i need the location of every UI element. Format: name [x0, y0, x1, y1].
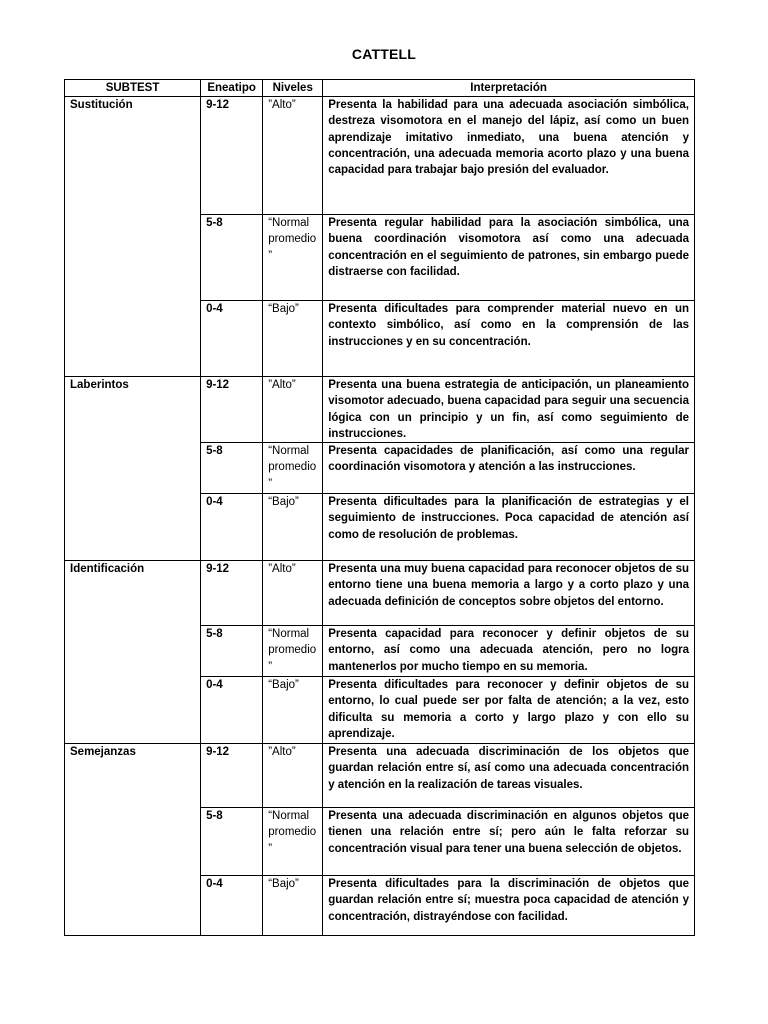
subtest-name: Laberintos — [65, 377, 201, 561]
nivel-label: “Bajo” — [263, 876, 323, 936]
eneatipo-range: 5-8 — [201, 215, 263, 301]
subtest-name: Semejanzas — [65, 744, 201, 936]
nivel-label: “Bajo” — [263, 494, 323, 561]
interpretation-text: Presenta la habilidad para una adecuada asociación simbólica, destreza visomotora en el manejo del lápiz, así como un buen aprendizaje imitativo inmediato, una buena atención y concentración, una adecuada memoria acorto plazo y una buena capacidad para trabajar bajo presión del evaluador. — [323, 97, 695, 215]
eneatipo-range: 5-8 — [201, 808, 263, 876]
eneatipo-range: 0-4 — [201, 876, 263, 936]
eneatipo-range: 9-12 — [201, 744, 263, 808]
interpretation-text: Presenta una adecuada discriminación en algunos objetos que tienen una relación entre sí; pero aún le falta reforzar su concentración visual para tener una buena selección de objetos. — [323, 808, 695, 876]
eneatipo-range: 0-4 — [201, 677, 263, 744]
eneatipo-range: 9-12 — [201, 377, 263, 443]
header-eneatipo: Eneatipo — [201, 80, 263, 97]
subtest-name: Sustitución — [65, 97, 201, 377]
eneatipo-range: 5-8 — [201, 443, 263, 494]
interpretation-text: Presenta capacidad para reconocer y definir objetos de su entorno, así como una adecuada atención, pero no logra mantenerlos por mucho tiempo en su memoria. — [323, 626, 695, 677]
header-interpretacion: Interpretación — [323, 80, 695, 97]
nivel-label: ”Alto” — [263, 561, 323, 626]
header-row — [65, 80, 695, 97]
cattell-table — [64, 79, 695, 936]
table-row — [65, 377, 695, 443]
eneatipo-range: 9-12 — [201, 97, 263, 215]
nivel-label: “Normal promedio ” — [263, 808, 323, 876]
table-row — [65, 561, 695, 626]
eneatipo-range: 0-4 — [201, 494, 263, 561]
interpretation-text: Presenta dificultades para la planificación de estrategias y el seguimiento de instrucciones. Poca capacidad de atención así como de resolución de problemas. — [323, 494, 695, 561]
nivel-label: “Normal promedio ” — [263, 626, 323, 677]
interpretation-text: Presenta regular habilidad para la asociación simbólica, una buena coordinación visomotora así como una adecuada concentración en el seguimiento de patrones, sin embargo puede distraerse con facilidad. — [323, 215, 695, 301]
interpretation-text: Presenta dificultades para la discriminación de objetos que guardan relación entre sí; muestra poca capacidad de atención y concentración, distrayéndose con facilidad. — [323, 876, 695, 936]
table-body — [65, 97, 695, 936]
nivel-label: ”Alto” — [263, 377, 323, 443]
nivel-label: “Normal promedio ” — [263, 443, 323, 494]
interpretation-text: Presenta dificultades para comprender material nuevo en un contexto simbólico, así como en la comprensión de las instrucciones y en su concentración. — [323, 301, 695, 377]
interpretation-text: Presenta capacidades de planificación, así como una regular coordinación visomotora y atención a las instrucciones. — [323, 443, 695, 494]
subtest-name: Identificación — [65, 561, 201, 744]
nivel-label: ”Alto” — [263, 744, 323, 808]
nivel-label: “Bajo” — [263, 301, 323, 377]
table-row — [65, 97, 695, 215]
eneatipo-range: 0-4 — [201, 301, 263, 377]
nivel-label: “Normal promedio ” — [263, 215, 323, 301]
interpretation-text: Presenta una muy buena capacidad para reconocer objetos de su entorno tiene una buena memoria a largo y a corto plazo y una adecuada definición de conceptos sobre objetos del entorno. — [323, 561, 695, 626]
table-row — [65, 744, 695, 808]
nivel-label: “Bajo” — [263, 677, 323, 744]
interpretation-text: Presenta una buena estrategia de anticipación, un planeamiento visomotor adecuado, buena capacidad para seguir una secuencia lógica con un principio y un fin, así como seguimiento de instrucciones. — [323, 377, 695, 443]
eneatipo-range: 9-12 — [201, 561, 263, 626]
page-title: CATTELL — [351, 46, 417, 62]
header-subtest: SUBTEST — [65, 80, 201, 97]
interpretation-text: Presenta dificultades para reconocer y definir objetos de su entorno, lo cual puede ser por falta de atención; a la vez, esto dificulta su memoria a corto y largo plazo y con ello su aprendizaje. — [323, 677, 695, 744]
interpretation-text: Presenta una adecuada discriminación de los objetos que guardan relación entre sí, así como una adecuada concentración y atención en la realización de tareas visuales. — [323, 744, 695, 808]
eneatipo-range: 5-8 — [201, 626, 263, 677]
header-niveles: Niveles — [263, 80, 323, 97]
nivel-label: ”Alto” — [263, 97, 323, 215]
